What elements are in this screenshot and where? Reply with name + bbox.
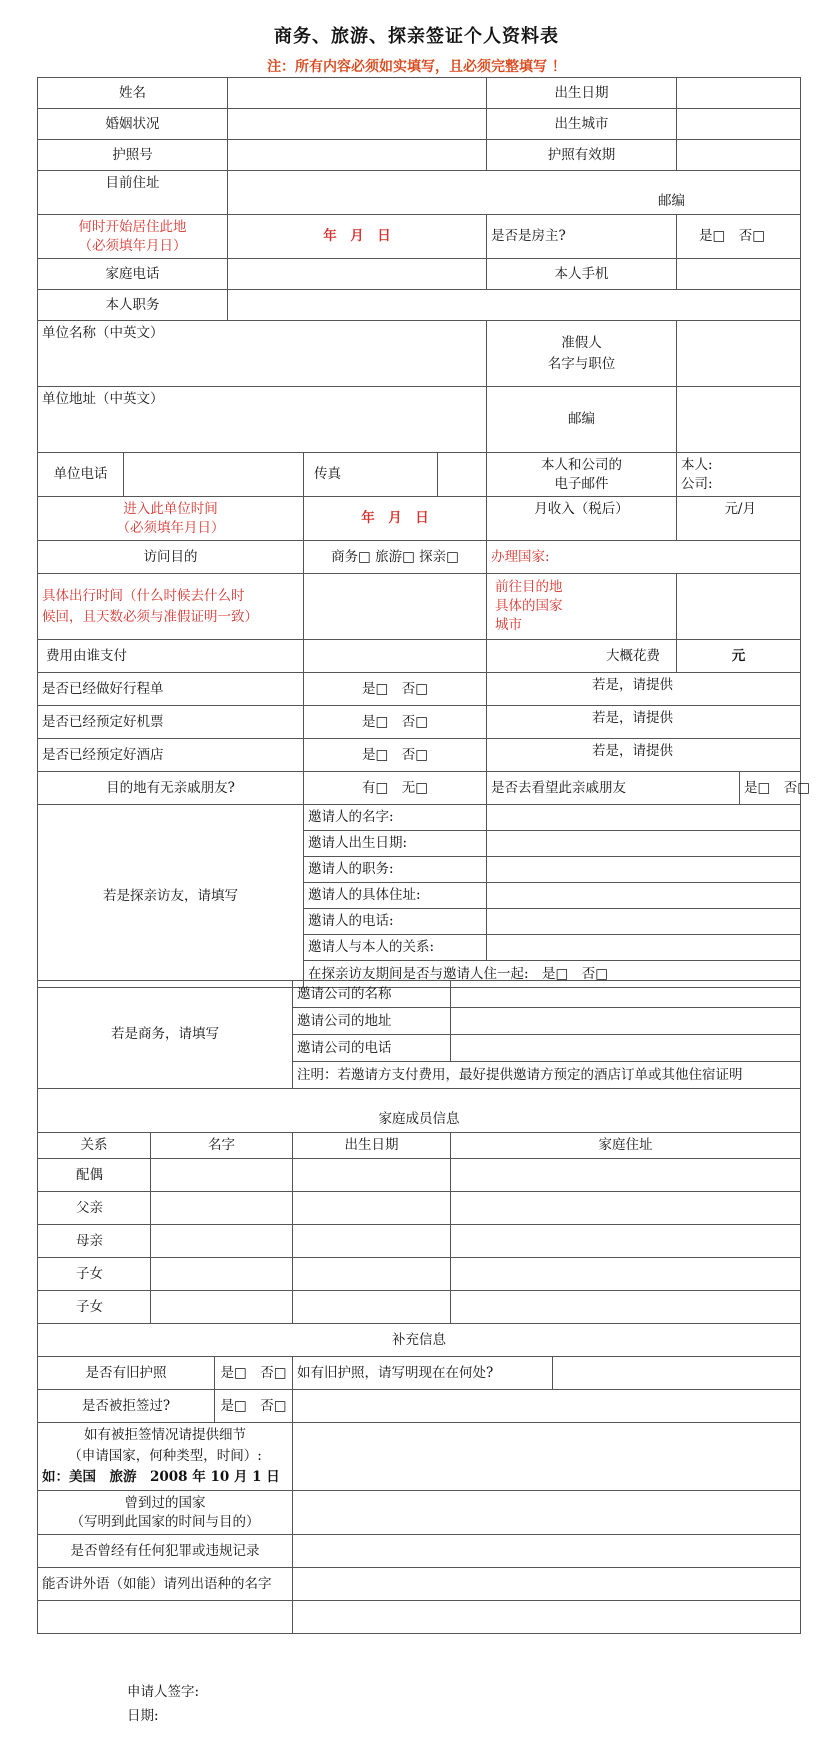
inviter-field[interactable]: [487, 909, 801, 935]
ticket-checkbox[interactable]: 是□ 否□: [304, 706, 487, 739]
inviter-field-label: 邀请人的职务:: [304, 857, 487, 883]
income-field[interactable]: 元/月: [677, 497, 801, 541]
visit-checkbox[interactable]: 是□ 否□: [740, 772, 801, 805]
business-field-label: 邀请公司的地址: [293, 1008, 451, 1035]
family-header-relation: 关系: [38, 1133, 151, 1159]
payer-label: 费用由谁支付: [38, 640, 304, 673]
family-visit-label: 若是探亲访友，请填写: [38, 805, 304, 988]
visited-label: 曾到过的国家 （写明到此国家的时间与目的）: [38, 1491, 293, 1535]
approver-field[interactable]: [677, 321, 801, 387]
marital-field[interactable]: [228, 109, 487, 140]
company-address-label: 单位地址（中英文）: [42, 391, 164, 407]
postcode-label: 邮编: [658, 193, 685, 209]
home-phone-field[interactable]: [228, 259, 487, 290]
old-passport-label: 是否有旧护照: [38, 1357, 215, 1390]
business-field[interactable]: [451, 981, 801, 1008]
hotel-provide[interactable]: 若是，请提供: [487, 739, 801, 772]
birth-city-field[interactable]: [677, 109, 801, 140]
family-birth-field[interactable]: [293, 1192, 451, 1225]
family-address-field[interactable]: [451, 1258, 801, 1291]
family-header-birth: 出生日期: [293, 1133, 451, 1159]
business-field[interactable]: [451, 1035, 801, 1062]
position-field[interactable]: [228, 290, 801, 321]
inviter-field[interactable]: [487, 883, 801, 909]
since-date-field[interactable]: 年 月 日: [228, 215, 487, 259]
language-field[interactable]: [293, 1568, 801, 1601]
company-address-field[interactable]: [38, 387, 487, 453]
passport-valid-label: 护照有效期: [487, 140, 677, 171]
hotel-checkbox[interactable]: 是□ 否□: [304, 739, 487, 772]
itinerary-checkbox[interactable]: 是□ 否□: [304, 673, 487, 706]
since-label: 何时开始居住此地 （必须填年月日）: [38, 215, 228, 259]
form-note: 注：所有内容必须如实填写，且必须完整填写 ！: [267, 59, 566, 75]
family-row-relation: 母亲: [38, 1225, 151, 1258]
country-field[interactable]: 办理国家:: [487, 541, 801, 574]
company-postcode-label: 邮编: [487, 387, 677, 453]
itinerary-provide[interactable]: 若是，请提供: [487, 673, 801, 706]
travel-time-label: 具体出行时间（什么时候去什么时 候回，且天数必须与准假证明一致）: [38, 574, 304, 640]
family-name-field[interactable]: [151, 1258, 293, 1291]
family-header-address: 家庭住址: [451, 1133, 801, 1159]
fax-label: 传真: [304, 453, 438, 497]
company-name-label: 单位名称（中英文）: [42, 325, 164, 341]
business-field[interactable]: [451, 1008, 801, 1035]
form-title: 商务、旅游、探亲签证个人资料表: [274, 26, 559, 47]
family-name-field[interactable]: [151, 1291, 293, 1324]
refused-detail-label: 如有被拒签情况请提供细节 （申请国家，何种类型，时间）: 如：美国 旅游 2008 年 10 月 1 日: [38, 1423, 293, 1491]
family-name-field[interactable]: [151, 1159, 293, 1192]
home-phone-label: 家庭电话: [38, 259, 228, 290]
old-passport-where-field[interactable]: [553, 1357, 801, 1390]
inviter-field[interactable]: [487, 857, 801, 883]
family-address-field[interactable]: [451, 1159, 801, 1192]
refused-detail-field[interactable]: [293, 1423, 801, 1491]
passport-valid-field[interactable]: [677, 140, 801, 171]
owner-label: 是否是房主?: [487, 215, 677, 259]
business-label: 若是商务，请填写: [38, 981, 293, 1089]
email-field[interactable]: 本人: 公司:: [677, 453, 801, 497]
family-row-relation: 父亲: [38, 1192, 151, 1225]
birth-date-label: 出生日期: [487, 78, 677, 109]
stay-together-checkbox[interactable]: 在探亲访友期间是否与邀请人住一起: 是□ 否□: [304, 961, 801, 988]
name-field[interactable]: [228, 78, 487, 109]
hotel-label: 是否已经预定好酒店: [38, 739, 304, 772]
criminal-field[interactable]: [293, 1535, 801, 1568]
ticket-label: 是否已经预定好机票: [38, 706, 304, 739]
refused-example: 如：美国 旅游 2008 年 10 月 1 日: [42, 1469, 280, 1485]
family-address-field[interactable]: [451, 1192, 801, 1225]
email-label: 本人和公司的 电子邮件: [487, 453, 677, 497]
inviter-field[interactable]: [487, 805, 801, 831]
position-label: 本人职务: [38, 290, 228, 321]
signature-label: 申请人签字:: [127, 1684, 200, 1700]
extra-heading: 补充信息: [38, 1324, 801, 1357]
birth-city-label: 出生城市: [487, 109, 677, 140]
inviter-field-label: 邀请人的具体住址:: [304, 883, 487, 909]
travel-time-field[interactable]: [304, 574, 487, 640]
family-birth-field[interactable]: [293, 1291, 451, 1324]
language-label: 能否讲外语（如能）请列出语种的名字: [38, 1568, 293, 1601]
itinerary-label: 是否已经做好行程单: [38, 673, 304, 706]
family-address-field[interactable]: [451, 1225, 801, 1258]
passport-no-field[interactable]: [228, 140, 487, 171]
mobile-field[interactable]: [677, 259, 801, 290]
family-birth-field[interactable]: [293, 1258, 451, 1291]
relatives-label: 目的地有无亲戚朋友?: [38, 772, 304, 805]
purpose-label: 访问目的: [38, 541, 304, 574]
refused-label: 是否被拒签过?: [38, 1390, 215, 1423]
inviter-field[interactable]: [487, 935, 801, 961]
blank-field[interactable]: [293, 1601, 801, 1634]
destination-field[interactable]: [677, 574, 801, 640]
owner-checkbox[interactable]: 是□ 否□: [677, 215, 801, 259]
inviter-field-label: 邀请人与本人的关系:: [304, 935, 487, 961]
business-field-label: 邀请公司的名称: [293, 981, 451, 1008]
visited-field[interactable]: [293, 1491, 801, 1535]
approver-label: 准假人 名字与职位: [487, 321, 677, 387]
address-label: 目前住址: [38, 171, 228, 215]
visit-label: 是否去看望此亲戚朋友: [487, 772, 740, 805]
birth-date-field[interactable]: [677, 78, 801, 109]
cost-field[interactable]: 元: [677, 640, 801, 673]
inviter-field-label: 邀请人的电话:: [304, 909, 487, 935]
company-name-field[interactable]: [38, 321, 487, 387]
blank-label: [38, 1601, 293, 1634]
family-heading: 家庭成员信息: [38, 1089, 801, 1133]
business-family-table: [37, 980, 801, 1634]
refused-checkbox[interactable]: 是□ 否□: [215, 1390, 293, 1423]
join-date-field[interactable]: 年 月 日: [304, 497, 487, 541]
family-name-field[interactable]: [151, 1225, 293, 1258]
refused-field[interactable]: [293, 1390, 801, 1423]
family-birth-field[interactable]: [293, 1225, 451, 1258]
company-phone-label: 单位电话: [38, 453, 124, 497]
join-date-label: 进入此单位时间 （必须填年月日）: [38, 497, 304, 541]
family-row-relation: 子女: [38, 1258, 151, 1291]
inviter-field-label: 邀请人的名字:: [304, 805, 487, 831]
passport-no-label: 护照号: [38, 140, 228, 171]
destination-label: 前往目的地 具体的国家 城市: [487, 574, 677, 640]
personal-info-table: [37, 77, 811, 988]
company-postcode-field[interactable]: [677, 387, 801, 453]
family-row-relation: 配偶: [38, 1159, 151, 1192]
mobile-label: 本人手机: [487, 259, 677, 290]
criminal-label: 是否曾经有任何犯罪或违规记录: [38, 1535, 293, 1568]
family-row-relation: 子女: [38, 1291, 151, 1324]
inviter-field[interactable]: [487, 831, 801, 857]
family-name-field[interactable]: [151, 1192, 293, 1225]
cost-label: 大概花费: [487, 640, 677, 673]
business-field-label: 邀请公司的电话: [293, 1035, 451, 1062]
old-passport-checkbox[interactable]: 是□ 否□: [215, 1357, 293, 1390]
relatives-checkbox[interactable]: 有□ 无□: [304, 772, 487, 805]
marital-label: 婚姻状况: [38, 109, 228, 140]
date-label: 日期:: [127, 1708, 159, 1724]
family-birth-field[interactable]: [293, 1159, 451, 1192]
inviter-field-label: 邀请人出生日期:: [304, 831, 487, 857]
old-passport-where-label: 如有旧护照，请写明现在在何处?: [293, 1357, 553, 1390]
company-phone-field[interactable]: [124, 453, 304, 497]
payer-field[interactable]: [304, 640, 487, 673]
family-header-name: 名字: [151, 1133, 293, 1159]
business-note: 注明：若邀请方支付费用，最好提供邀请方预定的酒店订单或其他住宿证明: [293, 1062, 801, 1089]
family-address-field[interactable]: [451, 1291, 801, 1324]
ticket-provide[interactable]: 若是，请提供: [487, 706, 801, 739]
address-field[interactable]: [228, 171, 801, 215]
name-label: 姓名: [38, 78, 228, 109]
fax-field[interactable]: [438, 453, 487, 497]
purpose-options[interactable]: 商务□ 旅游□ 探亲□: [304, 541, 487, 574]
income-label: 月收入（税后）: [487, 497, 677, 541]
